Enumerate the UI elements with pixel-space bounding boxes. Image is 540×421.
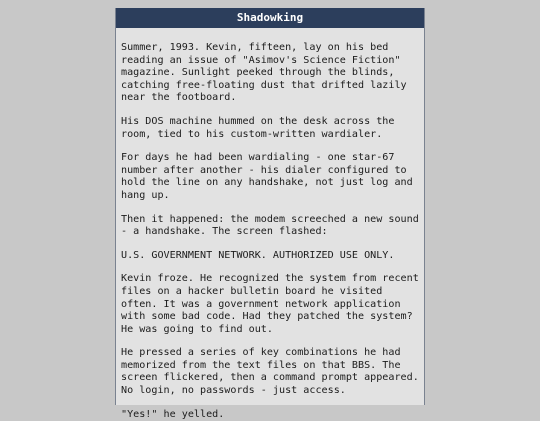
story-content [116,28,424,421]
story-paragraph: For days he had been wardialing - one star-67 number after another - his dialer configured to hold the line on any handshake, not just log and hang up. [121,152,413,201]
story-paragraph: He pressed a series of key combinations he had memorized from the text files on that BBS. The screen flickered, then a command prompt appeared. No login, no passwords - just access. [121,347,419,397]
story-paragraph: Summer, 1993. Kevin, fifteen, lay on his bed reading an issue of "Asimov's Science Fiction" magazine. Sunlight peeked through the blinds, catching free-floating dust that drifted lazily near the footboard. [121,42,407,104]
story-window [115,8,425,420]
story-paragraph: Kevin froze. He recognized the system from recent files on a hacker bulletin board he visited often. It was a government network application with some bad code. Had they patched the system? He was going to find out. [121,273,419,335]
story-paragraph: His DOS machine hummed on the desk across the room, tied to his custom-written wardialer. [121,115,395,140]
screen-message: U.S. GOVERNMENT NETWORK. AUTHORIZED USE ONLY. [121,249,395,261]
window-title: Shadowking [116,8,424,28]
story-paragraph: "Yes!" he yelled. [121,408,225,420]
story-paragraph: Then it happened: the modem screeched a new sound - a handshake. The screen flashed: [121,213,419,238]
